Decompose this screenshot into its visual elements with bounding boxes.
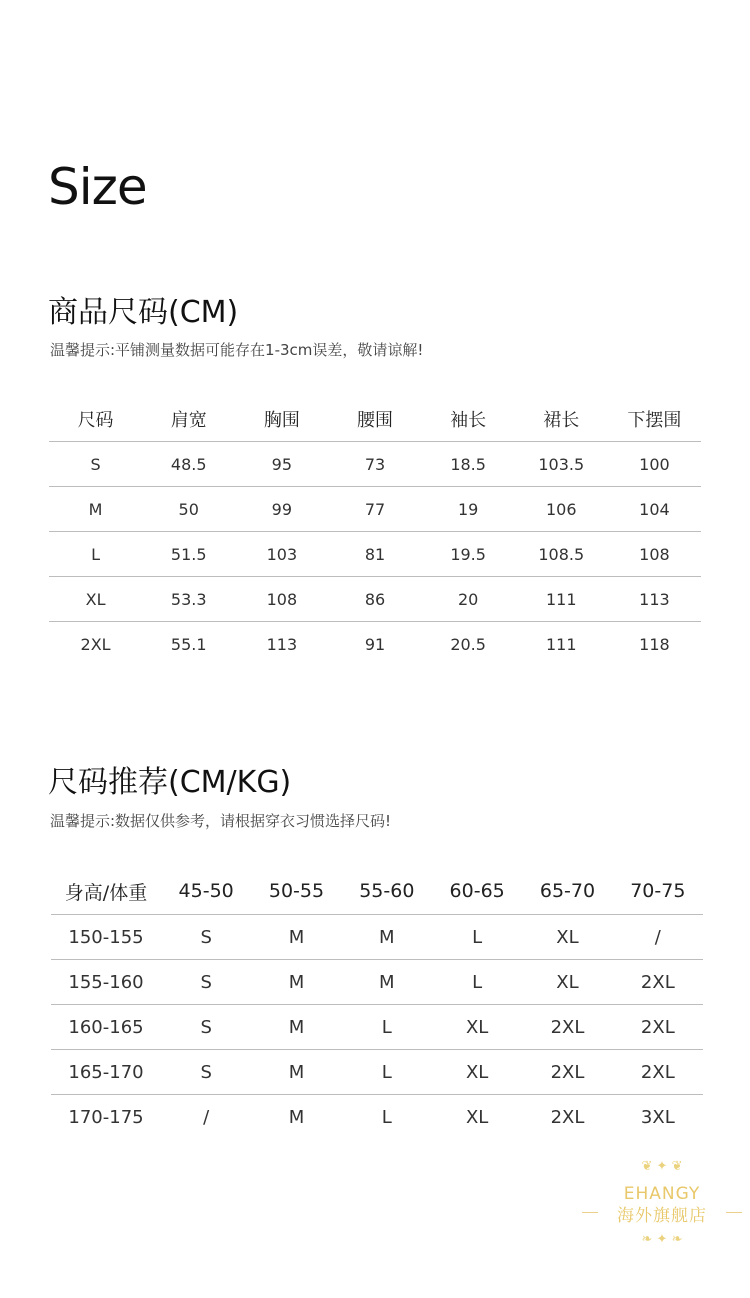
table-cell: M — [251, 1050, 341, 1095]
table-row — [51, 915, 703, 960]
table-cell: 20.5 — [450, 634, 486, 654]
table-cell: / — [613, 915, 703, 960]
watermark-brand: EHANGY — [623, 1184, 701, 1204]
table-cell: 73 — [328, 442, 421, 487]
table-cell: S — [161, 960, 251, 1005]
table-cell: M — [251, 960, 341, 1005]
table-cell: 51.5 — [142, 532, 235, 577]
table-cell: 165-170 — [51, 1050, 161, 1095]
table-cell: 111 — [515, 577, 608, 622]
table-cell: 2XL — [550, 1106, 585, 1128]
table-cell: 103.5 — [515, 442, 608, 487]
table-cell: XL — [465, 1106, 489, 1128]
table-cell: 118 — [639, 634, 670, 654]
size-chart-tip: 温馨提示:平铺测量数据可能存在1-3cm误差，敬请谅解! — [50, 341, 424, 359]
table-cell: XL — [49, 577, 142, 622]
recommendation-title: 尺码推荐(CM/KG) — [48, 765, 292, 800]
table-cell: M — [342, 915, 432, 960]
table-cell: 104 — [608, 487, 701, 532]
table-row — [49, 577, 701, 622]
table-cell: 2XL — [613, 1050, 703, 1095]
size-chart-title: 商品尺码(CM) — [48, 295, 239, 330]
size-header-sleeve: 袖长 — [422, 396, 515, 442]
recommendation-table — [51, 868, 703, 1139]
table-cell: 18.5 — [422, 442, 515, 487]
divider — [582, 1212, 598, 1213]
rec-header-weight-range: 65-70 — [522, 868, 612, 915]
table-cell: L — [432, 960, 522, 1005]
table-cell: 48.5 — [142, 442, 235, 487]
rec-header-weight-range: 55-60 — [342, 868, 432, 915]
table-cell: 55.1 — [170, 634, 207, 654]
rec-header-weight-range: 50-55 — [251, 868, 341, 915]
table-cell: 160-165 — [51, 1005, 161, 1050]
recommendation-header-row — [51, 868, 703, 915]
table-row — [51, 1050, 703, 1095]
table-cell: L — [342, 1050, 432, 1095]
table-row — [49, 487, 701, 532]
table-cell: M — [251, 915, 341, 960]
ornament-top-icon: ❦ ✦ ❦ — [641, 1159, 683, 1174]
table-cell: S — [161, 1005, 251, 1050]
table-row — [49, 622, 701, 667]
size-header-shoulder: 肩宽 — [142, 396, 235, 442]
table-cell: 95 — [235, 442, 328, 487]
table-cell: 113 — [266, 634, 298, 654]
size-header-waist: 腰围 — [328, 396, 421, 442]
rec-header-weight-range: 45-50 — [161, 868, 251, 915]
table-cell: S — [161, 1050, 251, 1095]
rec-header-weight-range: 70-75 — [613, 868, 703, 915]
table-cell: 111 — [546, 634, 577, 654]
table-cell: S — [161, 915, 251, 960]
table-cell: 99 — [235, 487, 328, 532]
table-cell: 2XL — [613, 960, 703, 1005]
divider — [726, 1212, 742, 1213]
table-cell: 2XL — [80, 634, 111, 654]
table-cell: 155-160 — [51, 960, 161, 1005]
table-cell: 81 — [328, 532, 421, 577]
table-cell: / — [203, 1106, 210, 1128]
table-cell: S — [49, 442, 142, 487]
table-cell: M — [342, 960, 432, 1005]
table-cell: 2XL — [522, 1050, 612, 1095]
page-title: Size — [48, 158, 147, 216]
watermark-subtitle: 海外旗舰店 — [617, 1206, 707, 1226]
table-row — [49, 442, 701, 487]
ornament-bottom-icon: ❧ ✦ ❧ — [641, 1232, 683, 1247]
table-row — [49, 532, 701, 577]
table-cell: 108 — [235, 577, 328, 622]
size-chart-header-row — [49, 396, 701, 442]
rec-header-height-weight: 身高/体重 — [51, 868, 161, 915]
table-cell: 103 — [235, 532, 328, 577]
table-cell: XL — [432, 1005, 522, 1050]
size-header-size: 尺码 — [49, 396, 142, 442]
table-cell: 91 — [364, 634, 386, 654]
recommendation-tip: 温馨提示:数据仅供参考，请根据穿衣习惯选择尺码! — [50, 812, 392, 830]
table-cell: XL — [522, 960, 612, 1005]
table-cell: 170-175 — [68, 1106, 144, 1128]
table-cell: L — [381, 1106, 392, 1128]
table-cell: 3XL — [640, 1106, 675, 1128]
table-cell: 53.3 — [142, 577, 235, 622]
size-header-skirt-length: 裙长 — [515, 396, 608, 442]
table-row — [51, 1095, 703, 1140]
table-cell: 2XL — [613, 1005, 703, 1050]
table-cell: 77 — [328, 487, 421, 532]
table-cell: 108 — [608, 532, 701, 577]
table-row — [51, 960, 703, 1005]
table-cell: XL — [432, 1050, 522, 1095]
size-chart-table — [49, 396, 701, 666]
table-cell: 100 — [608, 442, 701, 487]
table-cell: 2XL — [522, 1005, 612, 1050]
table-cell: L — [49, 532, 142, 577]
table-cell: 113 — [608, 577, 701, 622]
table-cell: M — [49, 487, 142, 532]
table-cell: M — [251, 1005, 341, 1050]
table-cell: M — [288, 1106, 305, 1128]
table-cell: L — [342, 1005, 432, 1050]
table-cell: 20 — [422, 577, 515, 622]
table-cell: 106 — [515, 487, 608, 532]
store-watermark — [582, 1160, 742, 1264]
table-cell: 19.5 — [422, 532, 515, 577]
table-cell: 19 — [422, 487, 515, 532]
table-cell: 50 — [142, 487, 235, 532]
table-row — [51, 1005, 703, 1050]
table-cell: 108.5 — [515, 532, 608, 577]
size-header-hem: 下摆围 — [608, 396, 701, 442]
rec-header-weight-range: 60-65 — [432, 868, 522, 915]
table-cell: 86 — [328, 577, 421, 622]
table-cell: 150-155 — [51, 915, 161, 960]
table-cell: XL — [522, 915, 612, 960]
table-cell: L — [432, 915, 522, 960]
size-header-chest: 胸围 — [235, 396, 328, 442]
